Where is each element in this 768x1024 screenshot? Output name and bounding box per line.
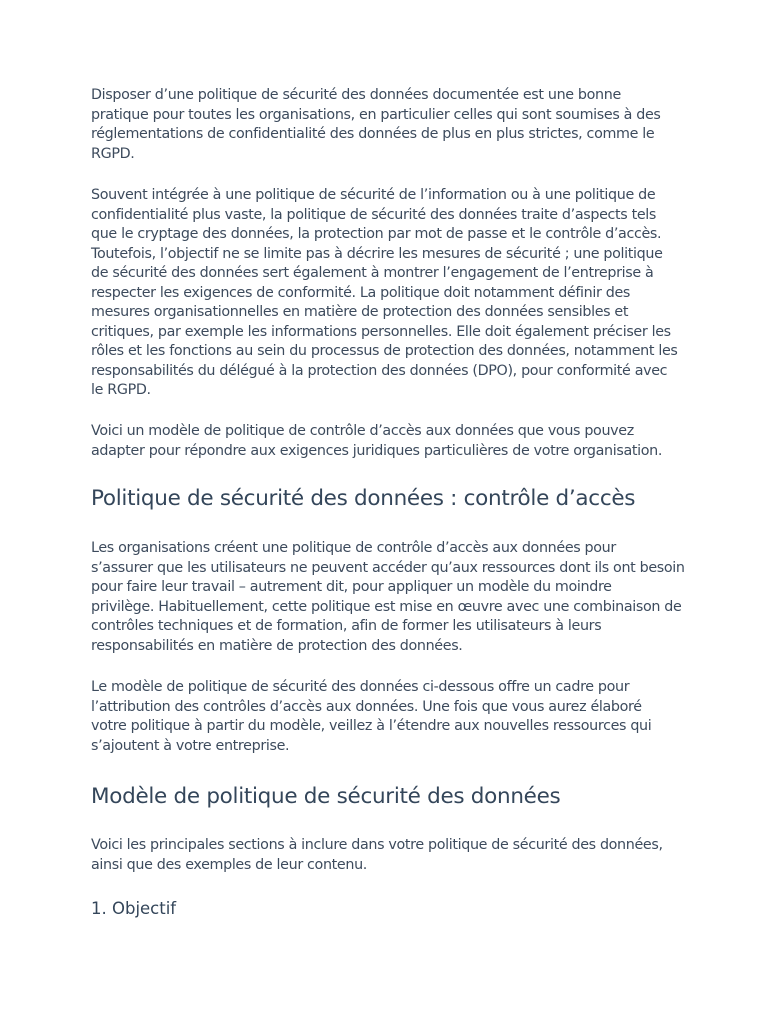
text-line: adapter pour répondre aux exigences juridiques particulières de votre organisation. xyxy=(91,442,663,459)
heading-access-control: Politique de sécurité des données : contrôle d’accès xyxy=(91,486,636,511)
text-line: pour faire leur travail – autrement dit, pour appliquer un modèle du moindre xyxy=(91,579,612,595)
text-line: Le modèle de politique de sécurité des données ci-dessous offre un cadre pour xyxy=(91,679,630,695)
text-line: contrôles techniques et de formation, afin de former les utilisateurs à leurs xyxy=(91,618,602,634)
text-line: s’ajoutent à votre entreprise. xyxy=(91,737,290,754)
heading-template: Modèle de politique de sécurité des données xyxy=(91,784,561,809)
text-line: privilège. Habituellement, cette politique est mise en œuvre avec une combinaison de xyxy=(91,598,682,615)
text-line: responsabilités du délégué à la protection des données (DPO), pour conformité avec xyxy=(91,362,668,379)
paragraph-access-1 xyxy=(91,539,685,656)
paragraph-intro-3 xyxy=(91,422,662,461)
text-line: réglementations de confidentialité des données de plus en plus strictes, comme le xyxy=(91,126,655,142)
text-line: l’attribution des contrôles d’accès aux données. Une fois que vous aurez élaboré xyxy=(91,698,642,715)
text-line: de sécurité des données sert également à montrer l’engagement de l’entreprise à xyxy=(91,265,654,281)
paragraph-intro-2 xyxy=(91,186,678,401)
text-line: pratique pour toutes les organisations, en particulier celles qui sont soumises à des xyxy=(91,106,661,123)
text-line: votre politique à partir du modèle, veillez à l’étendre aux nouvelles ressources qui xyxy=(91,718,652,734)
paragraph-template xyxy=(91,836,663,875)
text-line: ainsi que des exemples de leur contenu. xyxy=(91,856,367,873)
heading-objective: 1. Objectif xyxy=(91,899,177,918)
text-line: Les organisations créent une politique de contrôle d’accès aux données pour xyxy=(91,540,616,556)
text-line: mesures organisationnelles en matière de protection des données sensibles et xyxy=(91,304,629,320)
text-line: RGPD. xyxy=(91,145,135,162)
text-line: rôles et les fonctions au sein du processus de protection des données, notamment les xyxy=(91,343,678,359)
text-line: critiques, par exemple les informations personnelles. Elle doit également préciser les xyxy=(91,323,671,340)
paragraph-access-2 xyxy=(91,678,651,756)
text-line: Disposer d’une politique de sécurité des données documentée est une bonne xyxy=(91,87,621,103)
text-line: Toutefois, l’objectif ne se limite pas à décrire les mesures de sécurité ; une politique xyxy=(91,245,663,262)
text-line: respecter les exigences de conformité. La politique doit notamment définir des xyxy=(91,284,630,301)
text-line: responsabilités en matière de protection des données. xyxy=(91,637,463,654)
text-line: que le cryptage des données, la protection par mot de passe et le contrôle d’accès. xyxy=(91,226,662,242)
text-line: Voici les principales sections à inclure dans votre politique de sécurité des données, xyxy=(91,837,663,853)
text-line: le RGPD. xyxy=(91,382,151,398)
text-line: confidentialité plus vaste, la politique de sécurité des données traite d’aspects tels xyxy=(91,206,657,223)
paragraph-intro-1 xyxy=(91,86,661,164)
text-line: Souvent intégrée à une politique de sécurité de l’information ou à une politique de xyxy=(91,187,656,203)
text-line: Voici un modèle de politique de contrôle d’accès aux données que vous pouvez xyxy=(91,423,634,439)
text-line: s’assurer que les utilisateurs ne peuvent accéder qu’aux ressources dont ils ont besoin xyxy=(91,559,685,576)
